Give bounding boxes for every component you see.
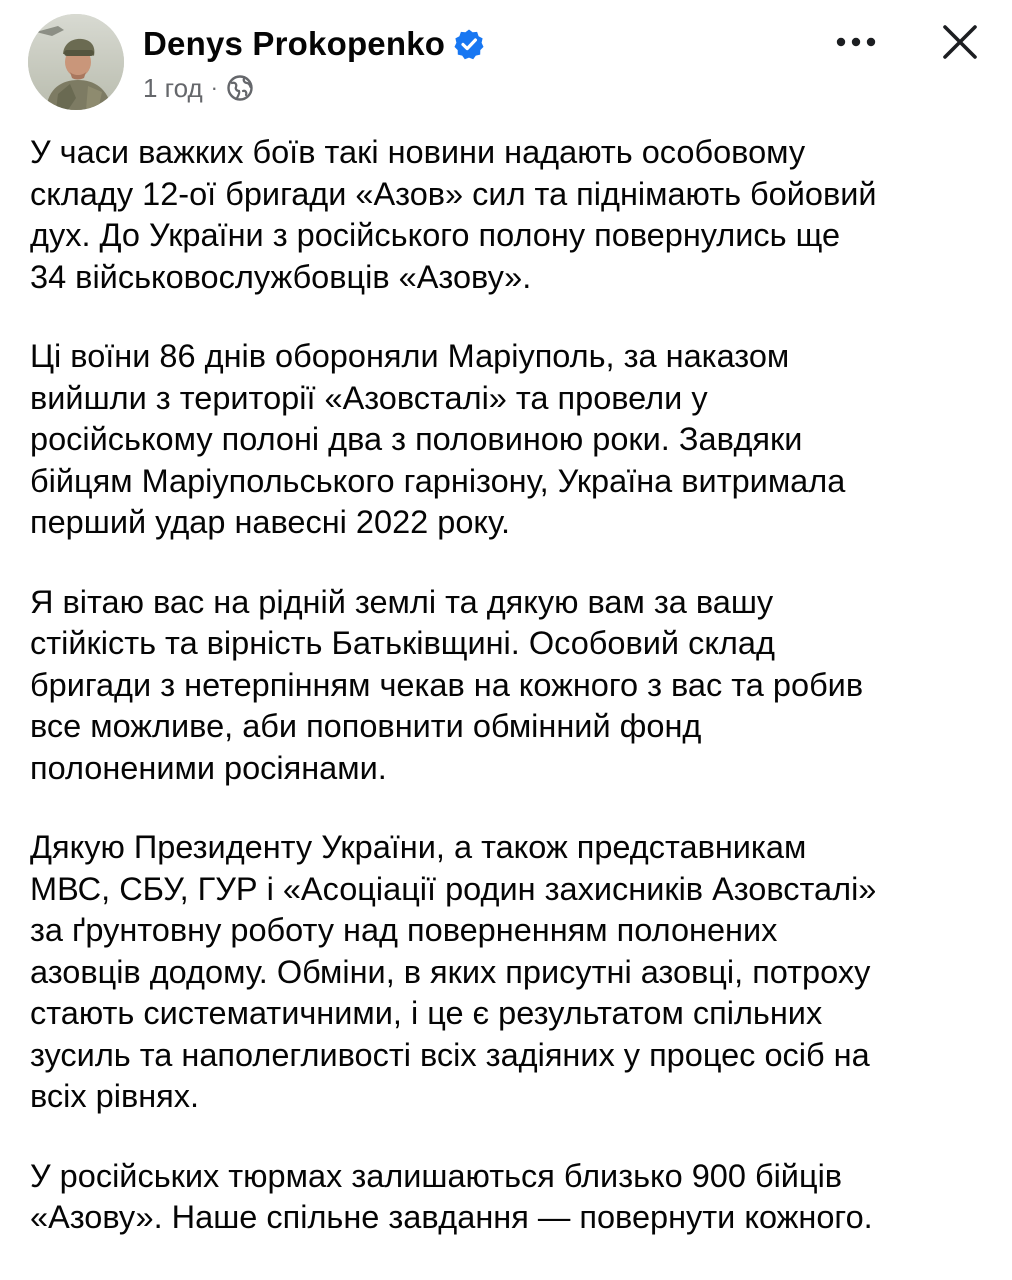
more-options-button[interactable]	[826, 22, 886, 62]
post-meta	[143, 70, 254, 106]
post-paragraph-1: У часи важких боїв такі новини надають особовому складу 12-ої бригади «Азов» сил та піднімають бойовий дух. До України з російського полону повернулись ще 34 військовослужбовців «Азову».	[30, 134, 877, 295]
post-timestamp[interactable]: 1 год	[143, 72, 203, 103]
post-paragraph-4: Дякую Президенту України, а також представникам МВС, СБУ, ГУР і «Асоціації родин захисників Азовсталі» за ґрунтовну роботу над поверненням полонених азовців додому. Обміни, в яких присутні азовці, потроху стають систематичними, і це є результатом спільних зусиль та наполегливості всіх задіяних у процес осіб на всіх рівнях.	[30, 829, 877, 1114]
close-icon	[940, 22, 980, 62]
verified-badge-icon	[453, 28, 485, 60]
author-name-row	[143, 22, 485, 66]
close-button[interactable]	[936, 18, 984, 66]
author-avatar[interactable]	[28, 14, 124, 110]
meta-separator: ·	[210, 75, 218, 100]
author-name[interactable]: Denys Prokopenko	[143, 25, 446, 62]
post-paragraph-2: Ці воїни 86 днів обороняли Маріуполь, за наказом вийшли з території «Азовсталі» та провели у російському полоні два з половиною роки. Завдяки бійцям Маріупольського гарнізону, Україна витримала перший удар навесні 2022 року.	[30, 338, 846, 540]
more-horizontal-icon	[834, 36, 878, 48]
post-paragraph-3: Я вітаю вас на рідній землі та дякую вам за вашу стійкість та вірність Батьківщині. Особовий склад бригади з нетерпінням чекав на кожного з вас та робив все можливе, аби поповнити обмінний фонд полоненими росіянами.	[30, 583, 864, 786]
soldier-portrait-avatar	[28, 14, 124, 110]
post-header	[0, 0, 1012, 120]
post-paragraph-5: У російських тюрмах залишаються близько 900 бійців «Азову». Наше спільне завдання — повернути кожного.	[30, 1157, 873, 1235]
post-body	[30, 132, 990, 1277]
globe-icon[interactable]	[226, 74, 254, 102]
